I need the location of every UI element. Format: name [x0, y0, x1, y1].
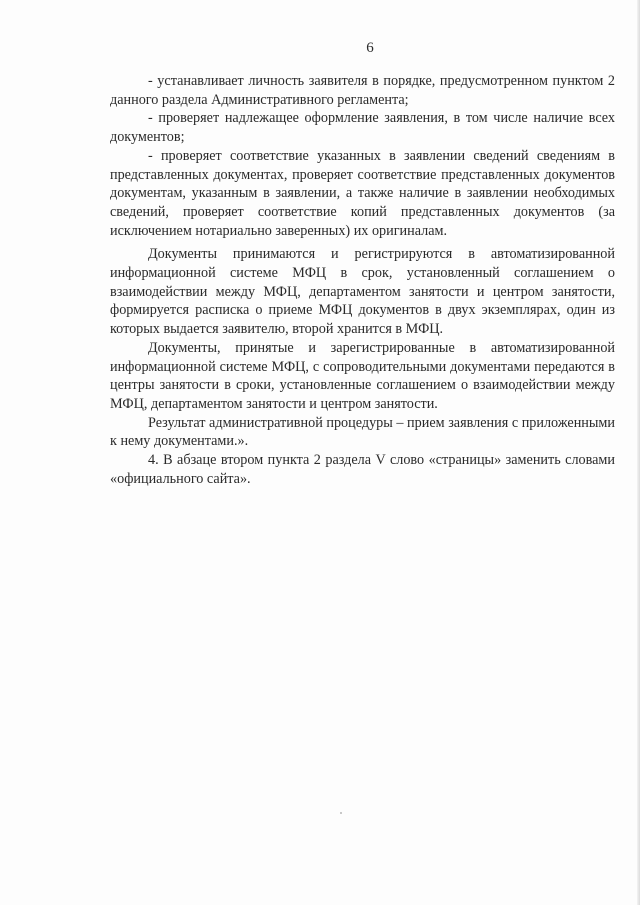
paragraph-amendment: 4. В абзаце втором пункта 2 раздела V слово «страницы» заменить словами «официального сайта».: [110, 452, 615, 487]
paragraph-identity-check: - устанавливает личность заявителя в порядке, предусмотренном пунктом 2 данного раздела Административного регламента;: [110, 73, 615, 108]
document-body: [110, 72, 615, 488]
paragraph-registration: Документы принимаются и регистрируются в автоматизированной информационной системе МФЦ в срок, установленный соглашением о взаимодействии между МФЦ, департаментом занятости и центром занятости, формируется расписка о приеме МФЦ документов в двух экземплярах, один из которых выдается заявителю, второй хранится в МФЦ.: [110, 246, 615, 338]
paragraph-transfer: Документы, принятые и зарегистрированные в автоматизированной информационной системе МФЦ, с сопроводительными документами передаются в центры занятости в сроки, установленные соглашением о взаимодействии между МФЦ, департаментом занятости и центром занятости.: [110, 339, 615, 412]
scan-speck: [340, 812, 342, 814]
paragraph-data-check: - проверяет соответствие указанных в заявлении сведений сведениям в представленных документах, проверяет соответствие представленных документов документам, указанным в заявлении, а также наличие в заявлении необходимых сведений, проверяет соответствие копий представленных документов (за исключением нотариально заверенных) их оригиналам.: [110, 147, 615, 239]
page-number: 6: [366, 40, 374, 56]
paragraph-form-check: - проверяет надлежащее оформление заявления, в том числе наличие всех документов;: [110, 110, 615, 146]
paragraph-result: Результат административной процедуры – прием заявления с приложенными к нему документами.».: [110, 414, 615, 450]
